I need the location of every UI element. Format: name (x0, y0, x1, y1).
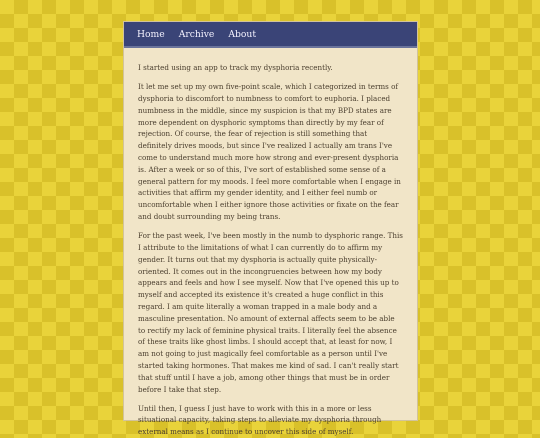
nav-home-link[interactable]: Home (137, 28, 165, 40)
post-paragraph: It let me set up my own five-point scale, which I categorized in terms of dysphoria to discomfort to numbness to comfort to euphoria. I placed numbness in the middle, since my suspicion is that my BPD states are more dependent on dysphoric symptoms than directly by my fear of rejection. Of course, the fear of rejection is still something that definitely drives moods, but since I've realized I actually am trans I've come to understand much more how strong and ever-present dysphoria is. After a week or so of this, I've sort of established some sense of a general pattern for my moods. I feel more comfortable when I engage in activities that affirm my gender identity, and I either feel numb or uncomfortable when I either ignore those activities or fixate on the fear and doubt surrounding my being trans. (138, 82, 401, 221)
post-body (124, 48, 417, 438)
post-paragraph: I started using an app to track my dysphoria recently. (138, 63, 333, 72)
post-paragraph: For the past week, I've been mostly in the numb to dysphoric range. This I attribute to the limitations of what I can currently do to affirm my gender. It turns out that my dysphoria is actually quite physically-oriented. It comes out in the incongruencies between how my body appears and feels and how I see myself. Now that I've opened this up to myself and accepted its existence it's created a huge conflict in this regard. I am quite literally a woman trapped in a male body and a masculine presentation. No amount of external affects seem to be able to rectify my lack of feminine physical traits. I literally feel the absence of these traits like ghost limbs. I should accept that, at least for now, I am not going to just magically feel comfortable as a person until I've started taking hormones. That makes me kind of sad. I can't really start that stuff until I have a job, among other things that must be in order before I take that step. (138, 231, 403, 394)
nav-about-link[interactable]: About (228, 28, 257, 40)
navbar (124, 22, 417, 48)
post-container (123, 21, 418, 437)
post-paragraph: Until then, I guess I just have to work with this in a more or less situational capacity, taking steps to alleviate my dysphoria through external means as I continue to uncover this side of myself. (138, 403, 382, 437)
nav-archive-link[interactable]: Archive (178, 28, 215, 40)
